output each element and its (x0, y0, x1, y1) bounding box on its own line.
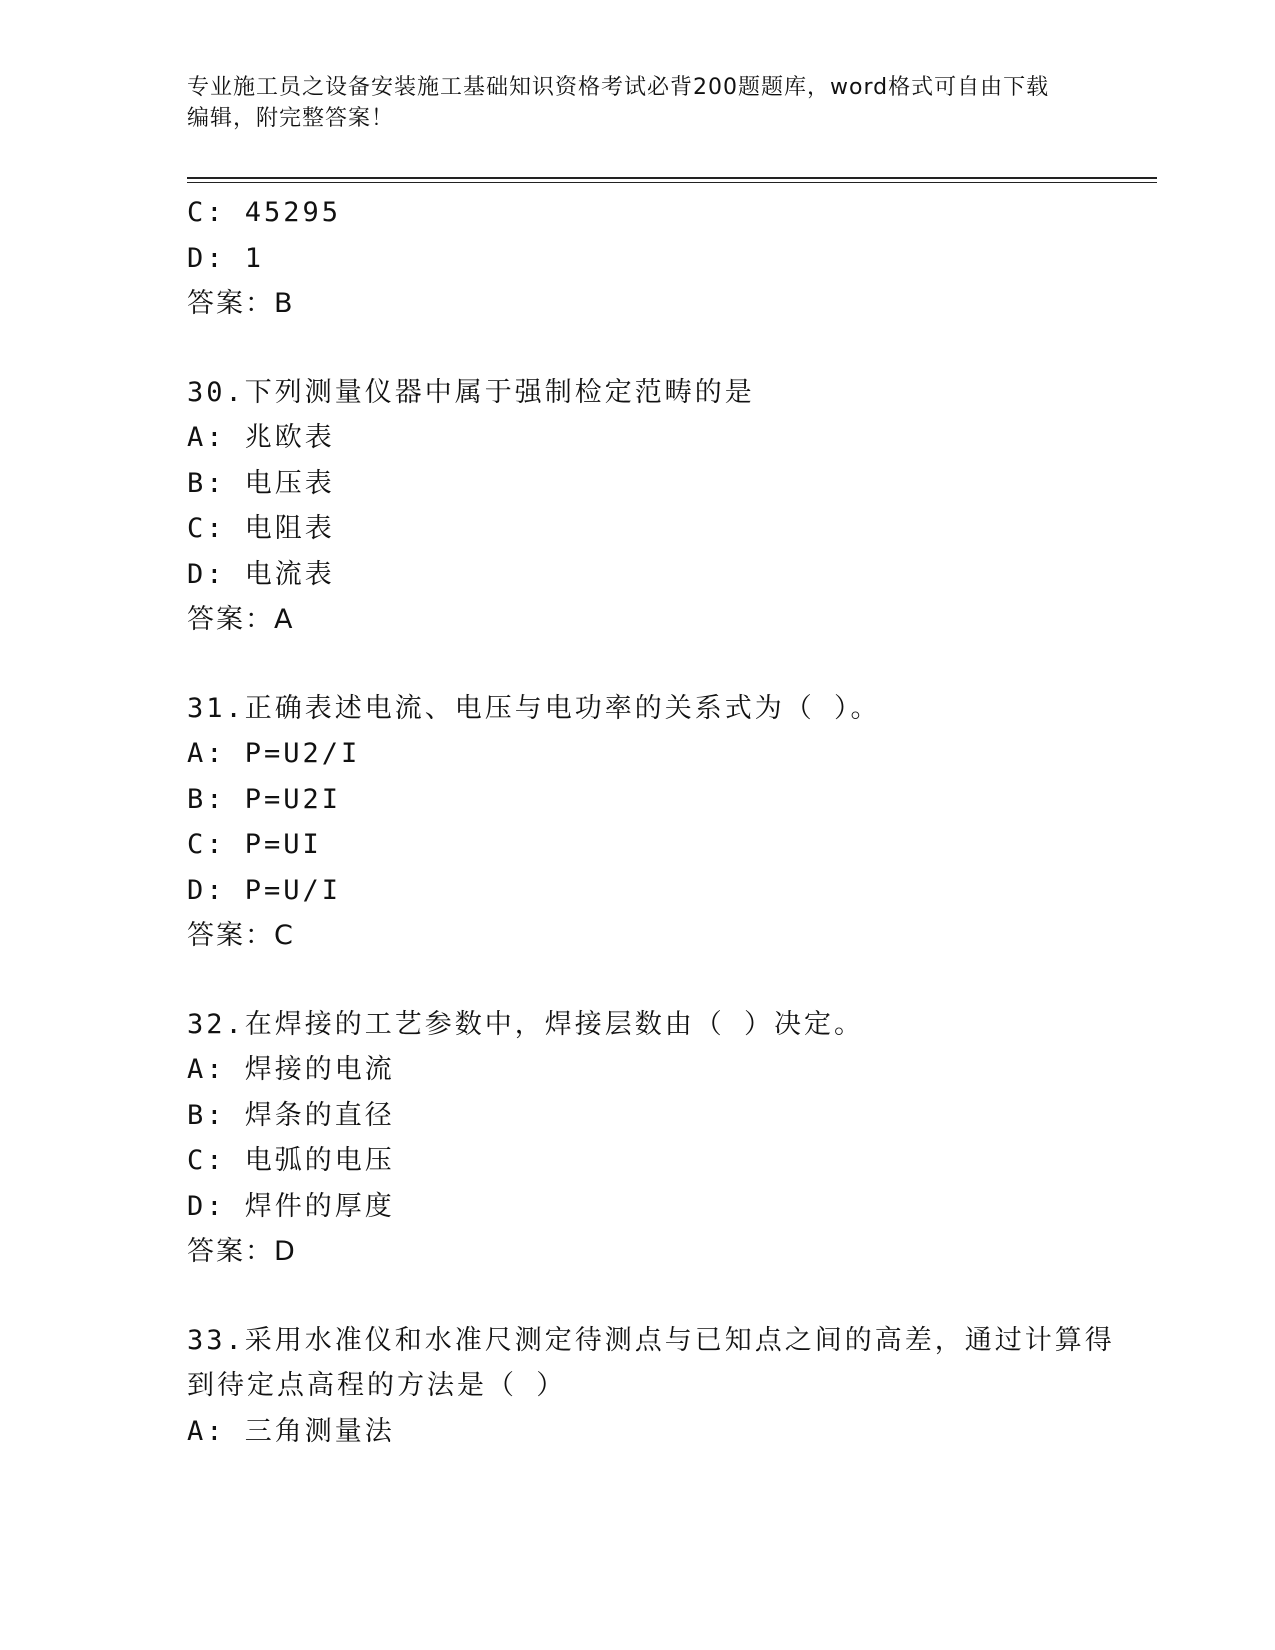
question-block-32 (187, 1002, 1137, 1275)
answer-line: 答案：B (187, 288, 295, 319)
option-d: D: P=U/I (187, 874, 342, 906)
answer-line: 答案：A (187, 604, 295, 635)
option-d: D: 1 (187, 242, 265, 274)
question-text: 33.采用水准仪和水准尺测定待测点与已知点之间的高差，通过计算得到待定点高程的方法是（ ） (187, 1324, 1115, 1401)
option-b: B: 焊条的直径 (187, 1099, 395, 1131)
option-c: C: 45295 (187, 197, 342, 228)
option-a: A: 三角测量法 (187, 1415, 395, 1447)
question-text: 31.正确表述电流、电压与电功率的关系式为（ ）。 (187, 692, 881, 724)
question-block-29 (187, 190, 1137, 327)
answer-line: 答案：D (187, 1236, 297, 1267)
option-a: A: 焊接的电流 (187, 1054, 395, 1085)
question-block-30 (187, 370, 1137, 643)
document-body (187, 190, 1137, 1497)
option-d: D: 焊件的厚度 (187, 1190, 395, 1222)
option-b: B: 电压表 (187, 467, 335, 499)
question-block-31 (187, 686, 1137, 959)
option-c: C: P=UI (187, 829, 322, 860)
answer-line: 答案：C (187, 920, 295, 951)
question-text: 30.下列测量仪器中属于强制检定范畴的是 (187, 376, 755, 408)
header-rule-thin (187, 182, 1157, 183)
document-header: 专业施工员之设备安装施工基础知识资格考试必背200题题库，word格式可自由下载编辑，附完整答案！ (187, 75, 1050, 131)
option-c: C: 电阻表 (187, 513, 335, 544)
header-rule-thick (187, 177, 1157, 179)
option-d: D: 电流表 (187, 558, 335, 590)
option-c: C: 电弧的电压 (187, 1145, 395, 1176)
option-a: A: P=U2/I (187, 738, 361, 769)
question-block-33 (187, 1318, 1137, 1455)
option-a: A: 兆欧表 (187, 422, 335, 453)
option-b: B: P=U2I (187, 783, 342, 815)
question-text: 32.在焊接的工艺参数中，焊接层数由（ ）决定。 (187, 1008, 865, 1040)
